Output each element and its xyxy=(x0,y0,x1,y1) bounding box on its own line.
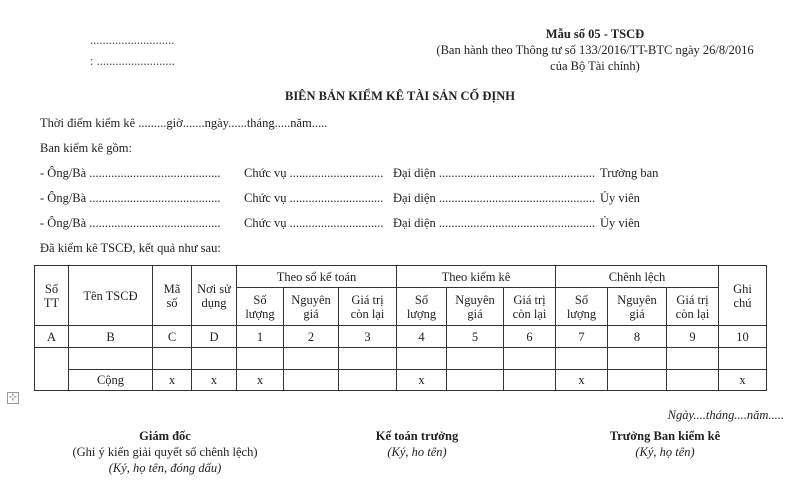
data-row xyxy=(35,348,767,370)
signer-title: Trưởng Ban kiểm kê xyxy=(609,429,721,443)
member-role: Ủy viên xyxy=(600,191,640,205)
header-row-1 xyxy=(35,266,767,288)
signer-title: Giám đốc xyxy=(139,429,191,443)
header-ten-tscd: Tên TSCĐ xyxy=(69,266,153,326)
member-rep: Đại diện .................................................. xyxy=(393,166,596,180)
table-cell[interactable] xyxy=(667,348,719,370)
total-cell: x xyxy=(237,370,284,391)
member-position: Chức vụ .............................. xyxy=(244,191,384,205)
time-line: Thời điểm kiểm kê .........giờ.......ngày......tháng.....năm..... xyxy=(40,116,328,130)
table-cell[interactable] xyxy=(237,348,284,370)
member-name: - Ông/Bà .......................................... xyxy=(40,191,221,205)
header-ma-so: Mã số xyxy=(153,266,192,326)
total-row xyxy=(35,370,767,391)
form-code-block xyxy=(400,26,790,74)
code-cell: 4 xyxy=(397,326,447,348)
total-cell: x xyxy=(192,370,237,391)
signer-chief-accountant xyxy=(317,428,517,460)
committee-label: Ban kiểm kê gồm: xyxy=(40,141,132,155)
header-gia-tri-con-lai: Giá trị còn lại xyxy=(504,288,556,326)
header-noi-su-dung: Nơi sử dụng xyxy=(192,266,237,326)
signer-committee-head xyxy=(560,428,770,460)
member-name: - Ông/Bà .......................................... xyxy=(40,216,221,230)
document-title: BIÊN BẢN KIỂM KÊ TÀI SẢN CỐ ĐỊNH xyxy=(284,89,516,103)
member-name: - Ông/Bà .......................................... xyxy=(40,166,221,180)
table-cell[interactable] xyxy=(339,348,397,370)
total-cell[interactable] xyxy=(504,370,556,391)
header-group-so-ke-toan: Theo sổ kế toán xyxy=(237,266,397,288)
signer-director xyxy=(40,428,290,476)
header-group-kiem-ke: Theo kiểm kê xyxy=(397,266,556,288)
signer-instruction: (Ký, ho tên) xyxy=(387,445,447,459)
total-cell[interactable] xyxy=(284,370,339,391)
total-cell[interactable] xyxy=(608,370,667,391)
code-cell: D xyxy=(192,326,237,348)
total-cell[interactable] xyxy=(667,370,719,391)
issued-by: (Ban hành theo Thông tư số 133/2016/TT-BTC ngày 26/8/2016 xyxy=(436,43,754,57)
total-cell: x xyxy=(556,370,608,391)
issued-by-2: của Bộ Tài chính) xyxy=(550,59,640,73)
table-cell[interactable] xyxy=(69,348,153,370)
table-cell[interactable] xyxy=(447,348,504,370)
signer-instruction: (Ký, họ tên, đóng dấu) xyxy=(108,461,222,475)
header-so-luong: Số lượng xyxy=(556,288,608,326)
header-nguyen-gia: Nguyên giá xyxy=(284,288,339,326)
asset-inventory-table xyxy=(34,265,767,391)
header-so-luong: Số lượng xyxy=(397,288,447,326)
member-role: Ủy viên xyxy=(600,216,640,230)
code-cell: A xyxy=(35,326,69,348)
code-cell: 7 xyxy=(556,326,608,348)
total-cell[interactable] xyxy=(447,370,504,391)
code-cell: 9 xyxy=(667,326,719,348)
address-line: : ......................... xyxy=(90,54,175,68)
code-cell: 5 xyxy=(447,326,504,348)
code-cell: 10 xyxy=(719,326,767,348)
table-move-handle-icon[interactable]: ⊹ xyxy=(8,392,18,403)
total-cell: x xyxy=(719,370,767,391)
total-cell[interactable] xyxy=(339,370,397,391)
table-cell[interactable] xyxy=(284,348,339,370)
table-cell[interactable] xyxy=(608,348,667,370)
code-cell: C xyxy=(153,326,192,348)
member-position: Chức vụ .............................. xyxy=(244,216,384,230)
signer-title: Kế toán trưởng xyxy=(375,429,459,443)
code-cell: 2 xyxy=(284,326,339,348)
table-cell[interactable] xyxy=(192,348,237,370)
signer-note: (Ghi ý kiến giải quyết số chênh lệch) xyxy=(72,445,258,459)
code-cell: B xyxy=(69,326,153,348)
total-cell: x xyxy=(397,370,447,391)
member-position: Chức vụ .............................. xyxy=(244,166,384,180)
member-rep: Đại diện .................................................. xyxy=(393,191,596,205)
header-gia-tri-con-lai: Giá trị còn lại xyxy=(339,288,397,326)
table-cell[interactable] xyxy=(556,348,608,370)
header-so-tt: Số TT xyxy=(35,266,69,326)
header-nguyen-gia: Nguyên giá xyxy=(608,288,667,326)
header-nguyen-gia: Nguyên giá xyxy=(447,288,504,326)
member-role: Trưởng ban xyxy=(600,166,659,180)
code-row xyxy=(35,326,767,348)
code-cell: 6 xyxy=(504,326,556,348)
table-cell[interactable] xyxy=(397,348,447,370)
code-cell: 8 xyxy=(608,326,667,348)
header-ghi-chu: Ghi chú xyxy=(719,266,767,326)
member-rep: Đại diện .................................................. xyxy=(393,216,596,230)
result-label: Đã kiểm kê TSCĐ, kết quả như sau: xyxy=(40,241,221,255)
table-cell[interactable] xyxy=(504,348,556,370)
so-tt-cell[interactable] xyxy=(35,348,69,391)
code-cell: 3 xyxy=(339,326,397,348)
table-cell[interactable] xyxy=(153,348,192,370)
unit-name-line: ........................... xyxy=(90,33,175,47)
header-gia-tri-con-lai: Giá trị còn lại xyxy=(667,288,719,326)
header-so-luong: Số lượng xyxy=(237,288,284,326)
header-group-chenh-lech: Chênh lệch xyxy=(556,266,719,288)
table-cell[interactable] xyxy=(719,348,767,370)
total-label: Cộng xyxy=(69,370,153,391)
signer-instruction: (Ký, họ tên) xyxy=(635,445,695,459)
form-number: Mẫu số 05 - TSCĐ xyxy=(545,27,645,41)
total-cell: x xyxy=(153,370,192,391)
code-cell: 1 xyxy=(237,326,284,348)
date-line: Ngày....tháng....năm..... xyxy=(667,408,784,422)
